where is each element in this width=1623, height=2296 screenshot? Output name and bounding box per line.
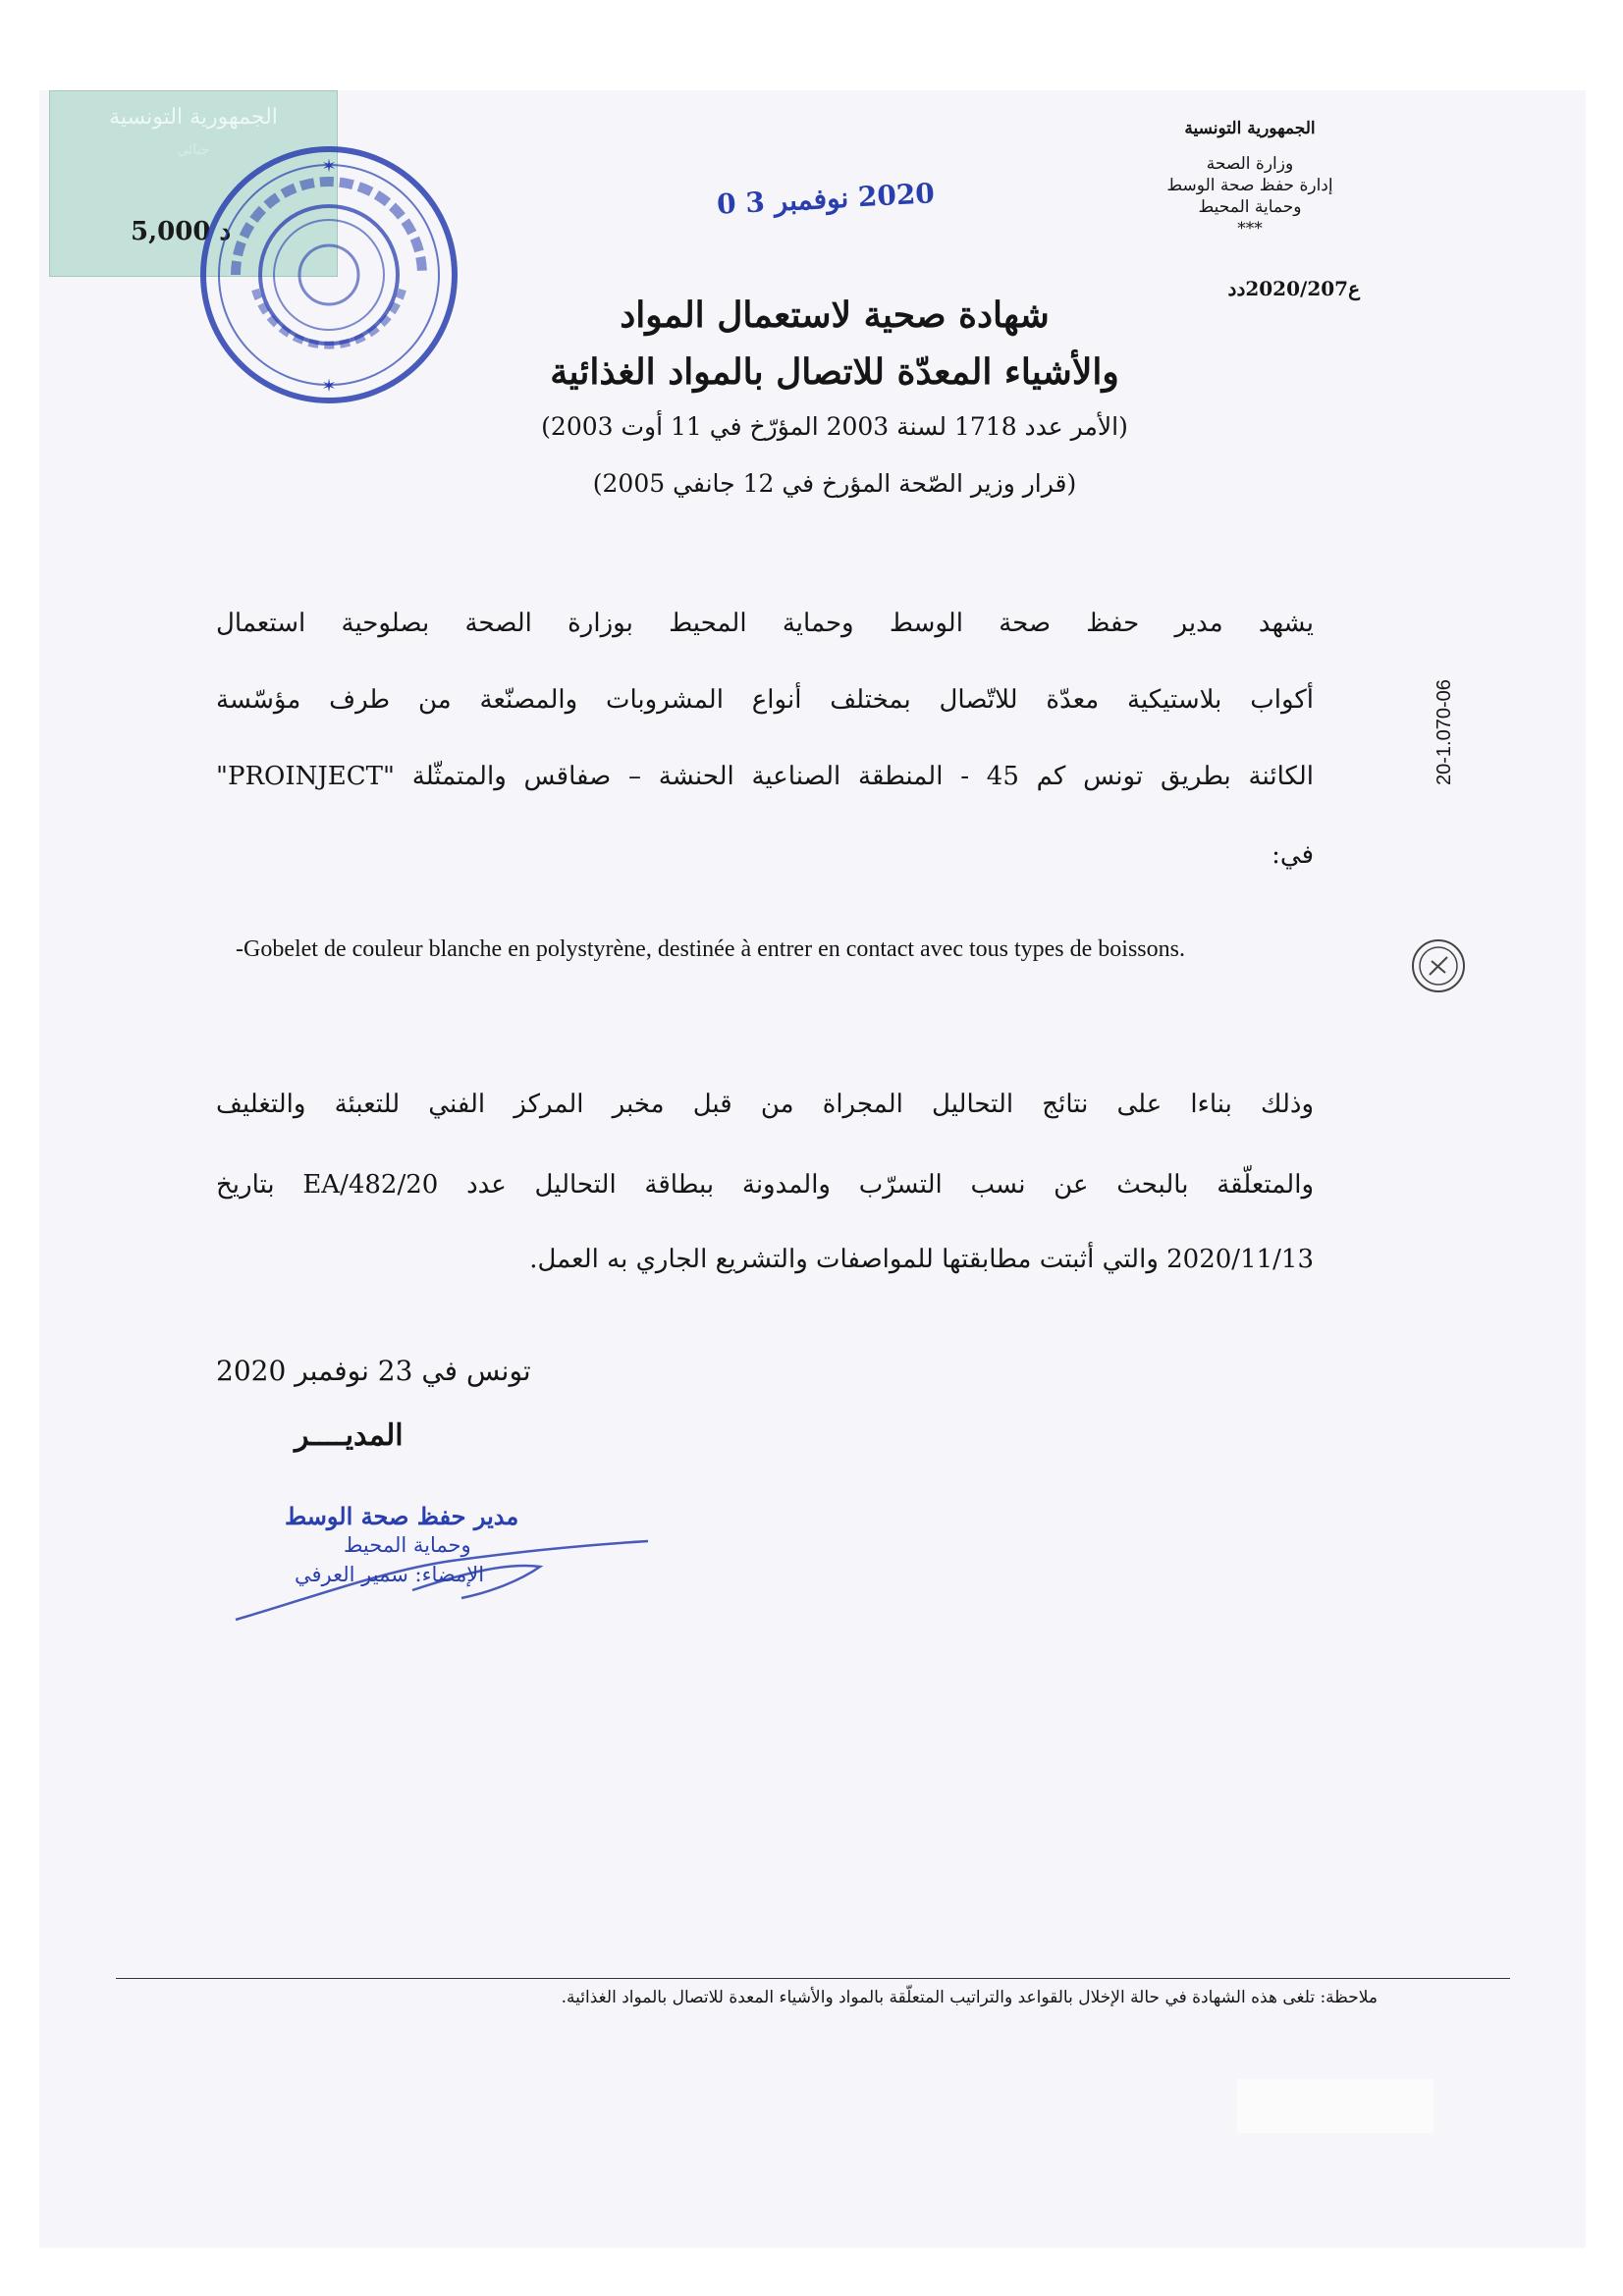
body-line: أكواب بلاستيكية معدّة للاتّصال بمختلف أنواع المشروبات والمصنّعة من طرف مؤسّسة xyxy=(216,685,1314,715)
fiscal-stamp-title: الجمهورية التونسية xyxy=(109,105,278,130)
correction-blot xyxy=(1237,2079,1434,2133)
certificate-title-line1: شهادة صحية لاستعمال المواد xyxy=(620,294,1050,336)
body-line: والمتعلّقة بالبحث عن نسب التسرّب والمدونة ببطاقة التحاليل عدد EA/482/20 بتاريخ xyxy=(216,1170,1315,1200)
signature-line1: مدير حفظ صحة الوسط xyxy=(285,1502,519,1530)
header-stars: *** xyxy=(1237,219,1263,239)
small-round-stamp-icon xyxy=(1410,937,1467,994)
footer-divider xyxy=(116,1978,1510,1979)
body-line: في: xyxy=(1271,840,1314,870)
department-line2: وحماية المحيط xyxy=(1198,197,1302,217)
handwritten-signature-icon xyxy=(216,1502,687,1629)
decree-reference: (الأمر عدد 1718 لسنة 2003 المؤرّخ في 11 أوت 2003) xyxy=(541,412,1128,441)
body-line: وذلك بناءا على نتائج التحاليل المجراة من قبل مخبر المركز الفني للتعبئة والتغليف xyxy=(216,1090,1314,1119)
certificate-title-line2: والأشياء المعدّة للاتصال بالمواد الغذائية xyxy=(550,351,1119,393)
svg-text:✶: ✶ xyxy=(321,376,337,397)
director-title: المديــــر xyxy=(295,1418,404,1453)
svg-text:✶: ✶ xyxy=(321,156,337,177)
order-reference: (قرار وزير الصّحة المؤرخ في 12 جانفي 2005) xyxy=(592,469,1077,498)
body-line: 2020/11/13 والتي أثبتت مطابقتها للمواصفات والتشريع الجاري به العمل. xyxy=(529,1245,1314,1274)
country-name: الجمهورية التونسية xyxy=(1184,119,1316,138)
signature-line2: وحماية المحيط xyxy=(344,1533,471,1557)
reference-number: ع2020/207دد xyxy=(1227,277,1360,300)
official-seal-icon xyxy=(196,142,461,407)
fiscal-stamp-sub: جبائي xyxy=(177,142,210,158)
fiscal-stamp-value: 5,000 د xyxy=(131,217,232,246)
signature-line3: الإمضاء: سمير العرفي xyxy=(295,1563,485,1586)
product-description: -Gobelet de couleur blanche en polystyrène, destinée à entrer en contact avec tous types de boissons. xyxy=(236,936,1185,962)
date-stamp: 2020 نوفمبر 3 0 xyxy=(716,177,936,221)
signature-stamp xyxy=(216,1502,687,1629)
footer-note: ملاحظة: تلغى هذه الشهادة في حالة الإخلال بالقواعد والتراتيب المتعلّقة بالمواد والأشياء المعدة للاتصال بالمواد الغذائية. xyxy=(561,1988,1378,2007)
issuer-header xyxy=(1142,118,1358,240)
body-line: "PROINJECT" الكائنة بطريق تونس كم 45 - المنطقة الصناعية الحنشة – صفاقس والمتمثّلة xyxy=(216,762,1314,791)
ministry-name: وزارة الصحة xyxy=(1206,154,1294,174)
department-line1: إدارة حفظ صحة الوسط xyxy=(1166,176,1333,195)
body-line: يشهد مدير حفظ صحة الوسط وحماية المحيط بوزارة الصحة بصلوحية استعمال xyxy=(216,609,1314,638)
side-code: 20-1.070-06 xyxy=(1434,679,1455,785)
place-and-date: تونس في 23 نوفمبر 2020 xyxy=(216,1355,531,1387)
